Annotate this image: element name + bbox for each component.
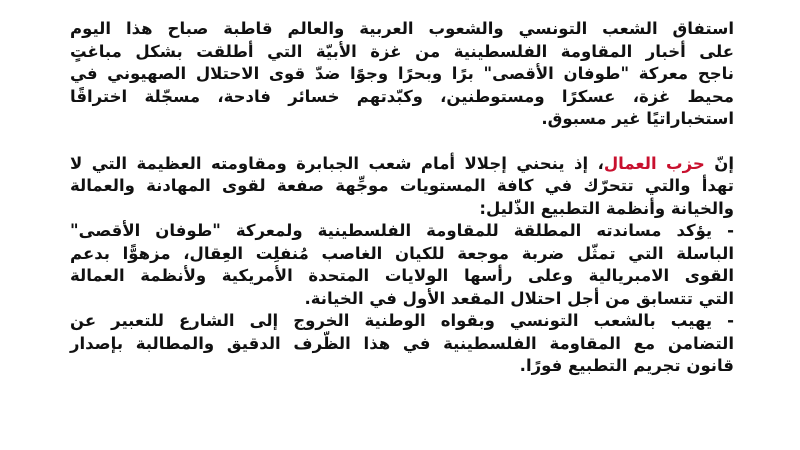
- lead-rest: ، إذ ينحني إجلالا أمام شعب الجبابرة ومقاومته العظيمة التي لا: [70, 153, 604, 173]
- text-line: - يهيب بالشعب التونسي وبقواه الوطنية الخروج إلى الشارع للتعبير عن: [70, 311, 734, 330]
- text-line: الباسلة التي تمثّل ضربة موجعة للكيان الغاصب مُنفلِت العِقال، مزهوًّا بدعم: [70, 243, 734, 263]
- text-line: استخباراتيًا غير مسبوق.: [541, 109, 734, 128]
- text-line: - يؤكد مساندته المطلقة للمقاومة الفلسطينية ولمعركة "طوفان الأقصى": [70, 221, 734, 240]
- paragraph-party-statement: [70, 153, 734, 221]
- text-line: التي تتسابق من أجل احتلال المقعد الأول في الخيانة.: [304, 288, 734, 308]
- text-line: على أخبار المقاومة الفلسطينية من غزة الأبيّة التي أطلقت بشكل مباغتٍ: [70, 41, 734, 61]
- text-line: تهدأ والتي تتحرّك في كافة المستويات موجِّهة صفعة لقوى المهادنة والعمالة: [70, 176, 734, 195]
- text-line: محيط غزة، عسكرًا ومستوطنين، وكبّدتهم خسائر فادحة، مسجّلة اختراقًا: [70, 86, 734, 106]
- article-body: [70, 18, 734, 378]
- bullet-call-to-street: [70, 310, 734, 378]
- text-line: قانون تجريم التطبيع فورًا.: [519, 356, 734, 375]
- bullet-support-resistance: [70, 220, 734, 310]
- text-line: ناجح معركة "طوفان الأقصى" برًا وبحرًا وجوًا ضدّ قوى الاحتلال الصهيوني في: [70, 64, 734, 83]
- paragraph-intro: [70, 18, 734, 131]
- text-line: استفاق الشعب التونسي والشعوب العربية والعالم قاطبة صباح هذا اليوم: [70, 19, 734, 38]
- paragraph-spacer: [70, 131, 734, 153]
- text-line: القوى الامبريالية وعلى رأسها الولايات المتحدة الأمريكية ولأنظمة العمالة: [70, 266, 734, 285]
- party-name: حزب العمال: [603, 153, 705, 173]
- text-line: التضامن مع المقاومة الفلسطينية في هذا الظّرف الدقيق والمطالبة بإصدار: [70, 333, 734, 353]
- text-line: والخيانة وأنظمة التطبيع الذّليل:: [479, 198, 734, 218]
- lead-prefix: إنّ: [714, 153, 734, 173]
- text-line-lead: [70, 153, 734, 176]
